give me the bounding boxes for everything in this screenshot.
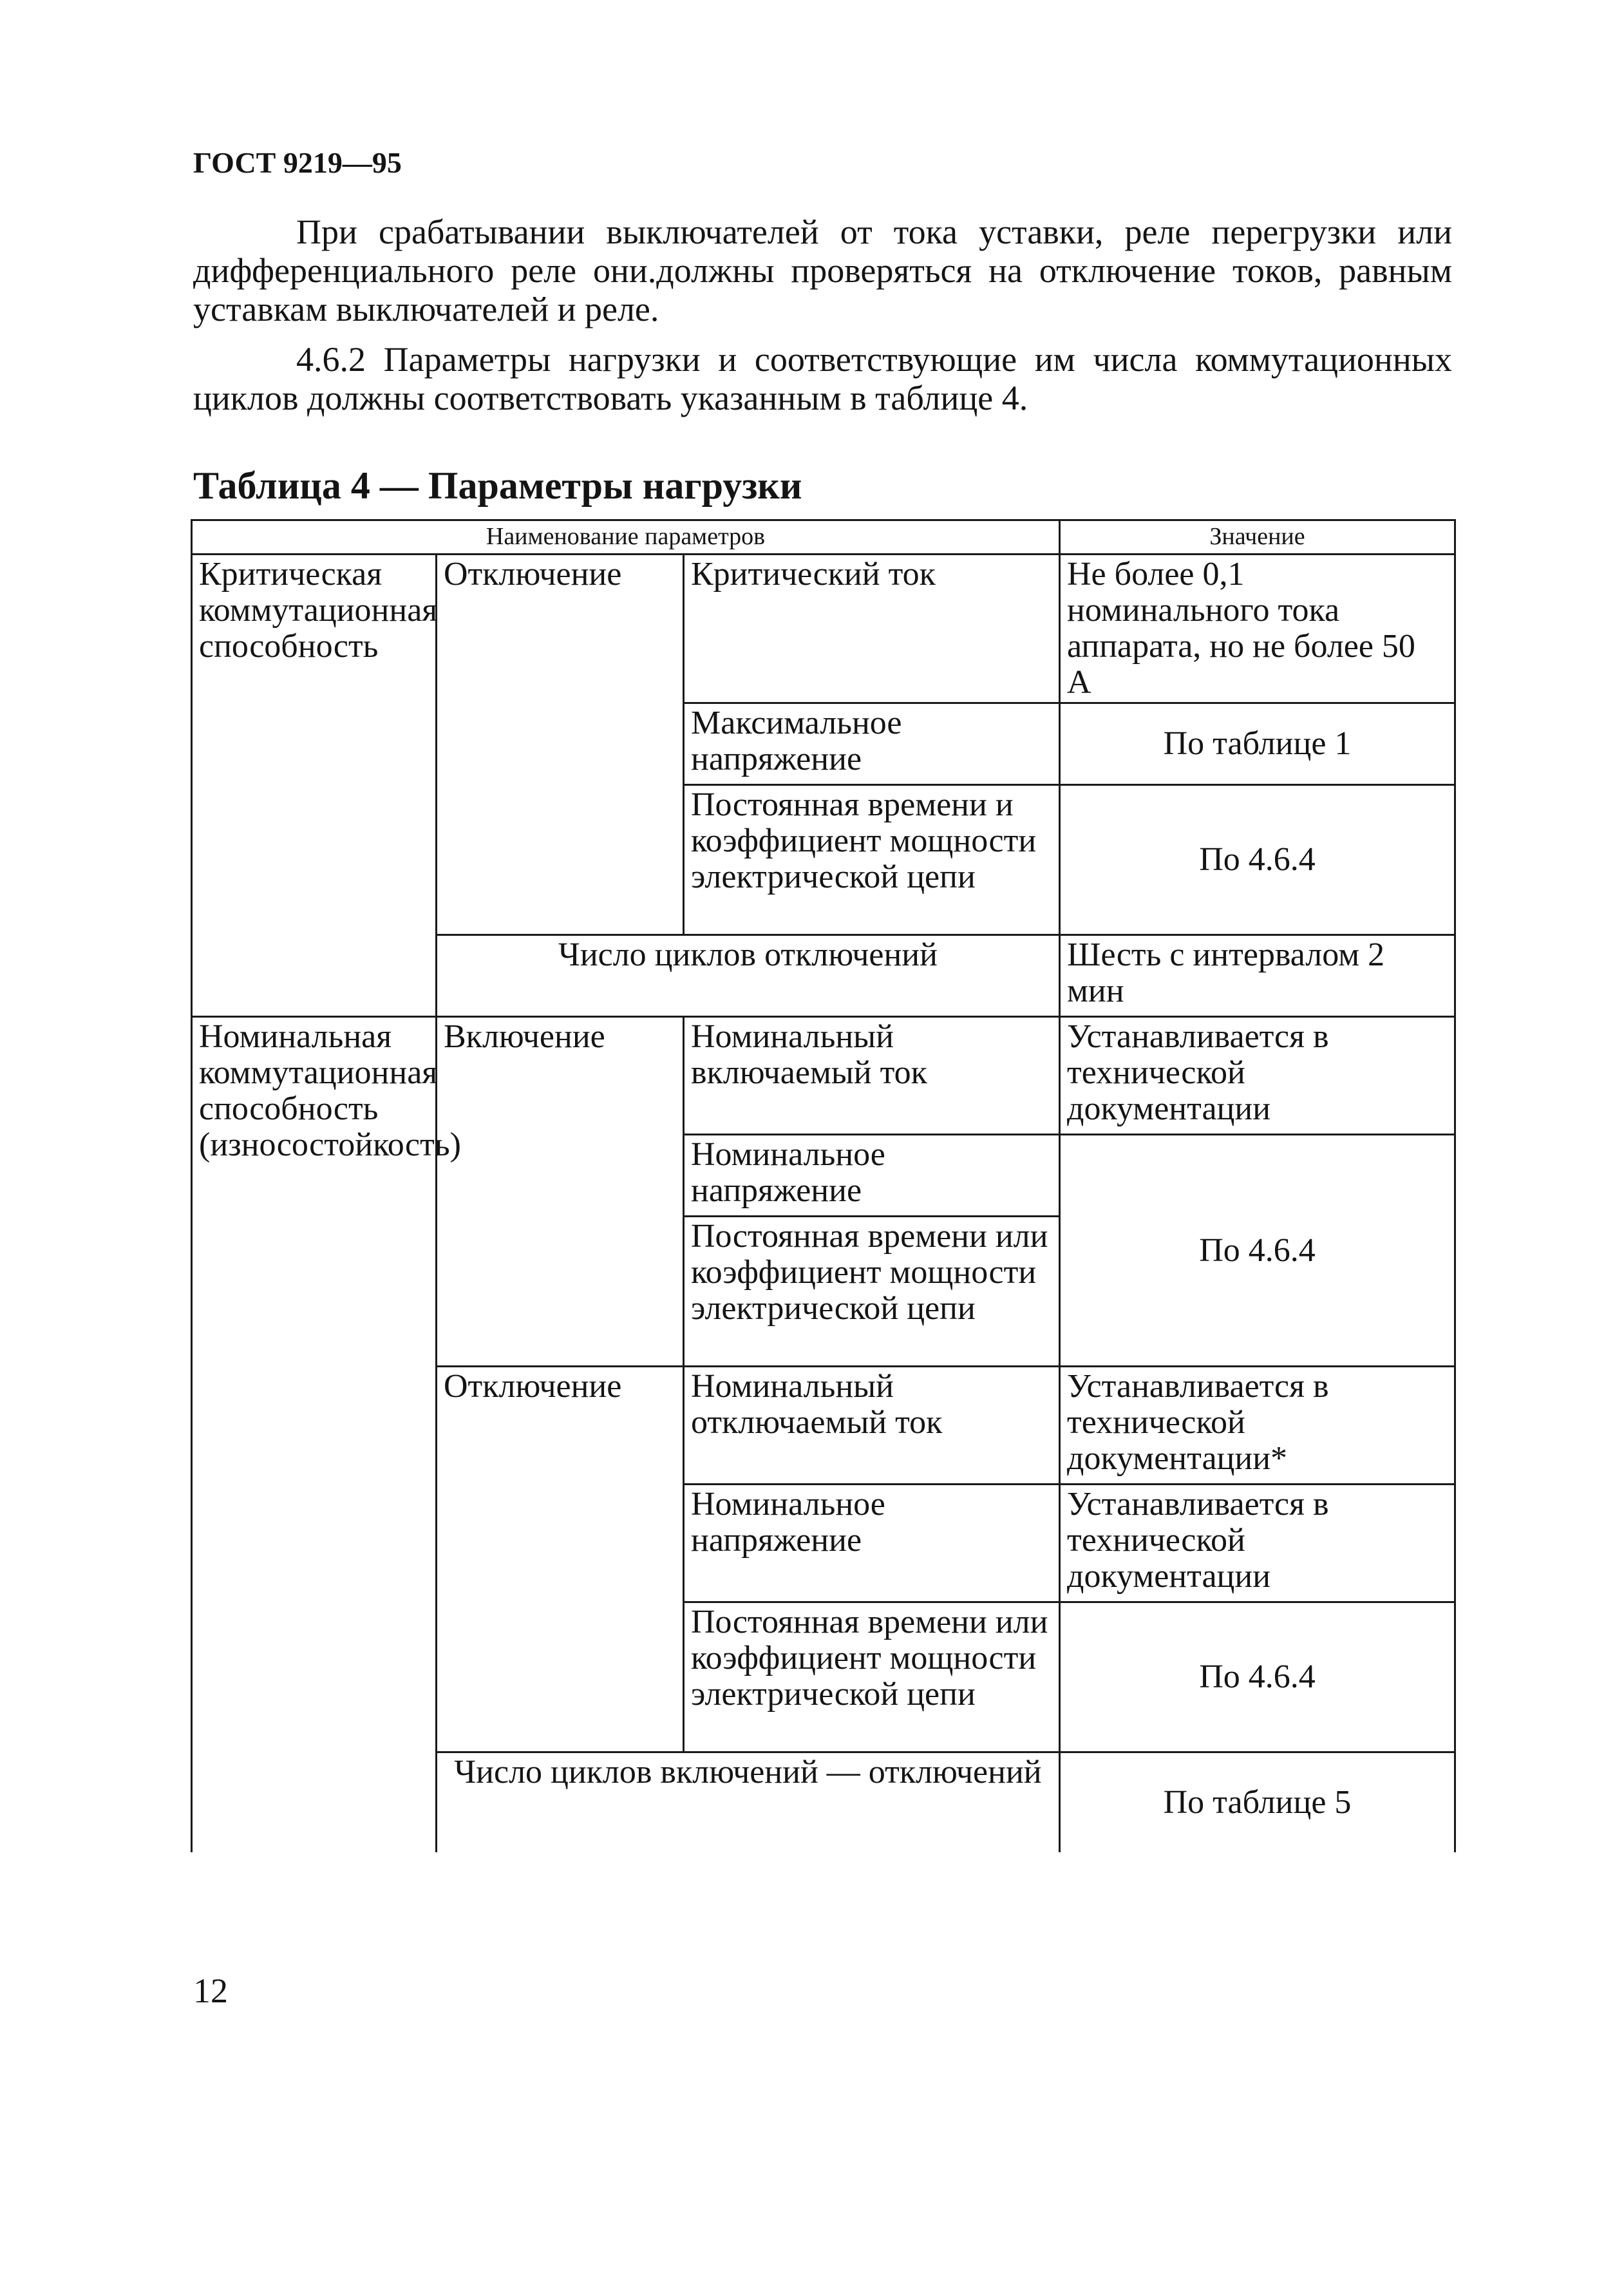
header-value: Значение <box>1060 520 1455 555</box>
paragraph-4-6-2: 4.6.2 Параметры нагрузки и соответствующие им числа коммутационных циклов должны соответствовать указанным в таблице 4. <box>193 340 1452 417</box>
value-cell: Устанавливается в технической документации <box>1060 1485 1455 1602</box>
value-cell: По 4.6.4 <box>1060 1135 1455 1367</box>
param-cell: Постоянная времени или коэффициент мощности электрической цепи <box>684 1602 1060 1752</box>
param-cell: Номинальное напряжение <box>684 1485 1060 1602</box>
value-cell: Устанавливается в технической документации* <box>1060 1367 1455 1485</box>
param-cell: Номинальный отключаемый ток <box>684 1367 1060 1485</box>
mode-nominal-off: Отключение <box>437 1367 684 1752</box>
param-cell: Номинальный включаемый ток <box>684 1017 1060 1135</box>
value-cell: Шесть с интервалом 2 мин <box>1060 935 1455 1017</box>
table-row <box>192 555 1455 703</box>
param-cell: Постоянная времени и коэффициент мощности электрической цепи <box>684 785 1060 935</box>
table-caption: Таблица 4 — Параметры нагрузки <box>193 464 802 507</box>
value-cell: По 4.6.4 <box>1060 785 1455 935</box>
group-nominal: Номинальная коммутационная способность (износостойкость) <box>192 1017 437 1853</box>
mode-critical-off: Отключение <box>437 555 684 935</box>
value-cell: Устанавливается в технической документации <box>1060 1017 1455 1135</box>
param-cell: Критический ток <box>684 555 1060 703</box>
mode-nominal-on: Включение <box>437 1017 684 1367</box>
paragraph-relay-check: При срабатывании выключателей от тока уставки, реле перегрузки или дифференциального реле они.должны проверяться на отключение токов, равным уставкам выключателей и реле. <box>193 213 1452 328</box>
param-cell: Максимальное напряжение <box>684 703 1060 785</box>
value-cell: По таблице 1 <box>1060 703 1455 785</box>
param-cell: Число циклов отключений <box>437 935 1060 1017</box>
table-row <box>192 1017 1455 1135</box>
table-header-row <box>192 520 1455 555</box>
value-cell: По 4.6.4 <box>1060 1602 1455 1752</box>
group-critical: Критическая коммутационная способность <box>192 555 437 1017</box>
param-cell: Число циклов включений — отключений <box>437 1752 1060 1853</box>
load-parameters-table <box>191 519 1456 1852</box>
value-cell: По таблице 5 <box>1060 1752 1455 1853</box>
value-cell: Не более 0,1 номинального тока аппарата, но не более 50 А <box>1060 555 1455 703</box>
document-header: ГОСТ 9219—95 <box>193 146 402 179</box>
page-number: 12 <box>193 1971 228 2010</box>
param-cell: Номинальное напряжение <box>684 1135 1060 1217</box>
param-cell: Постоянная времени или коэффициент мощности электрической цепи <box>684 1217 1060 1367</box>
header-params: Наименование параметров <box>192 520 1060 555</box>
